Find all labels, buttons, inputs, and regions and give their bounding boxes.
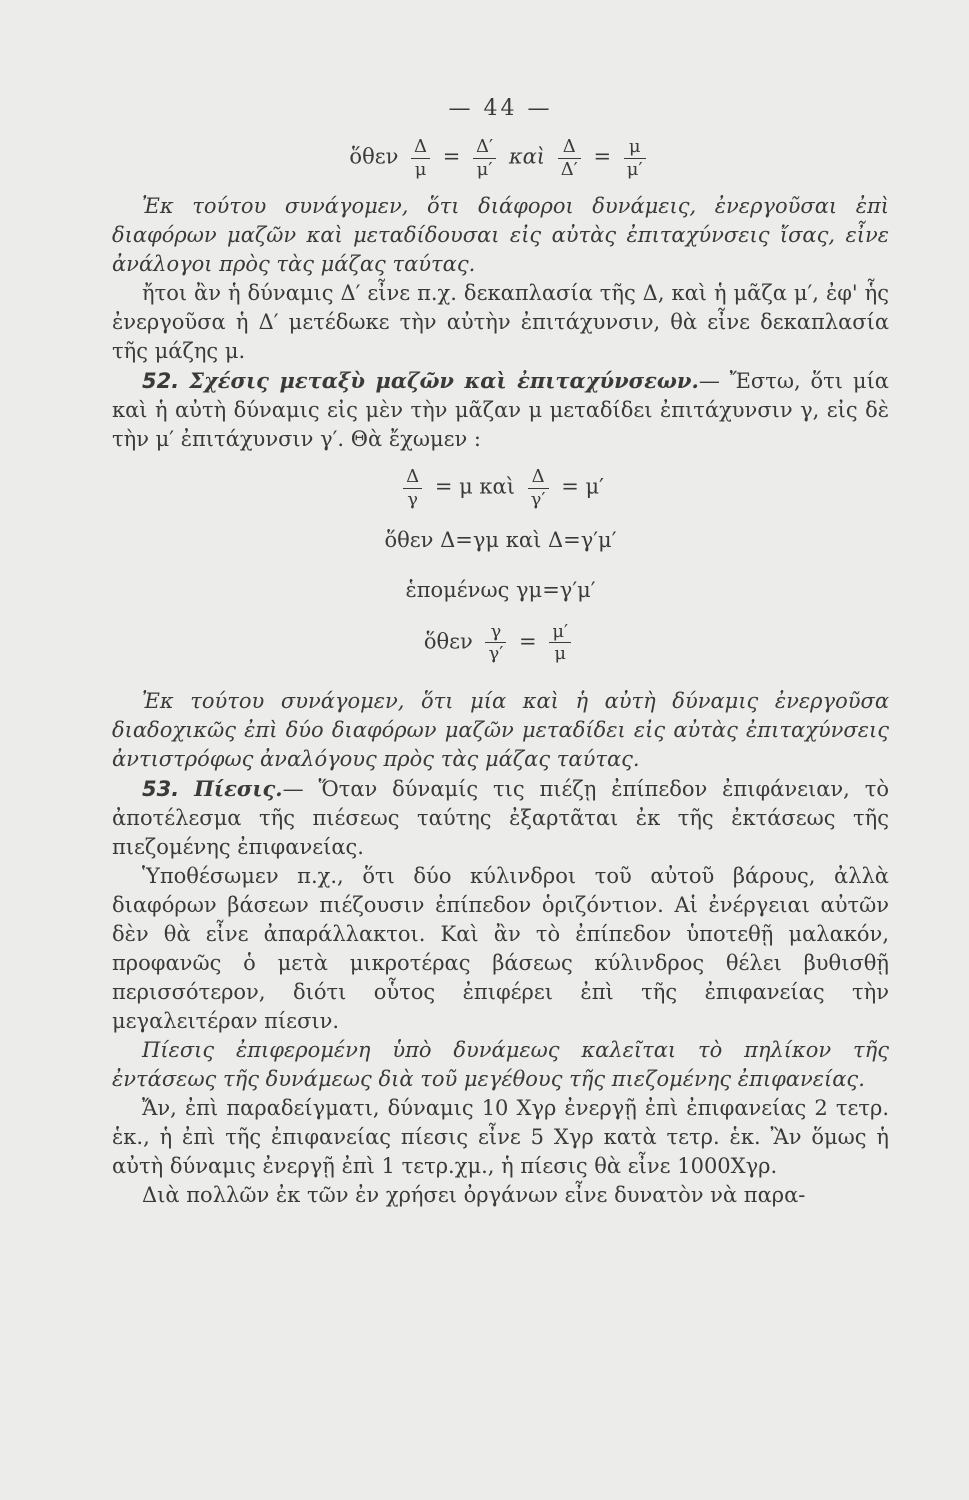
section-text: — Ἔστω, ὅτι μία καὶ ἡ αὐτὴ δύναμις εἰς μὲν τὴν μᾶζαν μ μεταδίδει ἐπιτάχυνσιν γ, εἰς δὲ τὴν μ′ ἐπιτάχυνσιν γ′. Θὰ ἔχωμεν :: [112, 369, 889, 452]
section-53: [112, 774, 889, 862]
fraction: $\frac{\mu}{\mu'}$: [624, 136, 646, 180]
fraction: $\frac{\Delta}{\gamma}$: [403, 466, 422, 510]
section-title: Πίεσις.: [194, 775, 283, 801]
section-text: — Ὅταν δύναμίς τις πιέζῃ ἐπίπεδον ἐπιφάνειαν, τὸ ἀποτέλεσμα τῆς πιέσεως ταύτης ἐξαρτᾶται ἐκ τῆς ἐκτάσεως τῆς πιεζομένης ἐπιφανείας.: [112, 776, 889, 859]
section-number: 53.: [142, 776, 180, 801]
paragraph-conclusion-1: Ἐκ τούτου συνάγομεν, ὅτι διάφοροι δυνάμεις, ἐνεργοῦσαι ἐπὶ διαφόρων μαζῶν καὶ μεταδίδουσαι εἰς αὐτὰς ἐπιταχύνσεις ἴσας, εἶνε ἀνάλογοι πρὸς τὰς μάζας ταύτας.: [112, 194, 889, 277]
section-52: [112, 366, 889, 454]
fraction: $\frac{\Delta}{\Delta'}$: [558, 136, 581, 180]
paragraph-continued: Διὰ πολλῶν ἐκ τῶν ἐν χρήσει ὀργάνων εἶνε δυνατὸν νὰ παρα-: [142, 1182, 806, 1207]
fraction: $\frac{\mu'}{\mu}$: [549, 621, 571, 665]
fraction: $\frac{\Delta'}{\mu'}$: [473, 136, 496, 180]
equation-lead: ὅθεν: [349, 144, 399, 169]
equation-5: ὅθεν $\frac{\gamma}{\gamma'}$ = $\frac{\mu'}{\mu}$: [112, 621, 889, 665]
page-number: — 44 —: [448, 96, 553, 121]
equation-1: ὅθεν $\frac{\Delta}{\mu}$ = $\frac{\Delta'}{\mu'}$ καὶ $\frac{\Delta}{\Delta'}$ = $\frac{\mu}{\mu'}$: [112, 136, 889, 180]
equation-2: $\frac{\Delta}{\gamma}$ = μ καὶ $\frac{\Delta}{\gamma'}$ = μ′: [112, 466, 889, 510]
fraction: $\frac{\Delta}{\gamma'}$: [528, 466, 549, 510]
fraction: $\frac{\gamma}{\gamma'}$: [485, 621, 506, 665]
equation-4: ἑπομένως γμ=γ′μ′: [405, 577, 596, 602]
paragraph-cylinders: Ὑποθέσωμεν π.χ., ὅτι δύο κύλινδροι τοῦ αὐτοῦ βάρους, ἀλλὰ διαφόρων βάσεων πιέζουσιν ἐπίπεδον ὁριζόντιον. Αἱ ἐνέργειαι αὐτῶν δὲν θὰ εἶνε ἀπαράλλακτοι. Καὶ ἂν τὸ ἐπίπεδον ὑποτεθῇ μαλακόν, προφανῶς ὁ μετὰ μικροτέρας βάσεως κύλινδρος θέλει βυθισθῇ περισσότερον, διότι οὗτος ἐπιφέρει ἐπὶ τῆς ἐπιφανείας τὴν μεγαλειτέραν πίεσιν.: [112, 863, 889, 1033]
paragraph-example-1: ἤτοι ἂν ἡ δύναμις Δ′ εἶνε π.χ. δεκαπλασία τῆς Δ, καὶ ἡ μᾶζα μ′, ἐφ' ἧς ἐνεργοῦσα ἡ Δ′ μετέδωκε τὴν αὐτὴν ἐπιτάχυνσιν, θὰ εἶνε δεκαπλασία τῆς μάζης μ.: [112, 281, 889, 364]
paragraph-conclusion-2: Ἐκ τούτου συνάγομεν, ὅτι μία καὶ ἡ αὐτὴ δύναμις ἐνεργοῦσα διαδοχικῶς ἐπὶ δύο διαφόρων μαζῶν μεταδίδει εἰς αὐτὰς ἐπιταχύνσεις ἀντιστρόφως ἀναλόγους πρὸς τὰς μάζας ταύτας.: [112, 688, 889, 771]
fraction: $\frac{\Delta}{\mu}$: [411, 136, 430, 180]
paragraph-example-2: Ἄν, ἐπὶ παραδείγματι, δύναμις 10 Χγρ ἐνεργῇ ἐπὶ ἐπιφανείας 2 τετρ. ἑκ., ἡ ἐπὶ τῆς ἐπιφανείας πίεσις εἶνε 5 Χγρ κατὰ τετρ. ἑκ. Ἂν ὅμως ἡ αὐτὴ δύναμις ἐνεργῇ ἐπὶ 1 τετρ.χμ., ἡ πίεσις θὰ εἶνε 1000Χγρ.: [112, 1095, 889, 1178]
section-title: Σχέσις μεταξὺ μαζῶν καὶ ἐπιταχύνσεων.: [189, 368, 699, 394]
paragraph-definition: Πίεσις ἐπιφερομένη ὑπὸ δυνάμεως καλεῖται τὸ πηλίκον τῆς ἐντάσεως τῆς δυνάμεως διὰ τοῦ μεγέθους τῆς πιεζομένης ἐπιφανείας.: [112, 1037, 889, 1091]
section-number: 52.: [142, 369, 180, 394]
equation-3: ὅθεν Δ=γμ καὶ Δ=γ′μ′: [384, 528, 617, 553]
